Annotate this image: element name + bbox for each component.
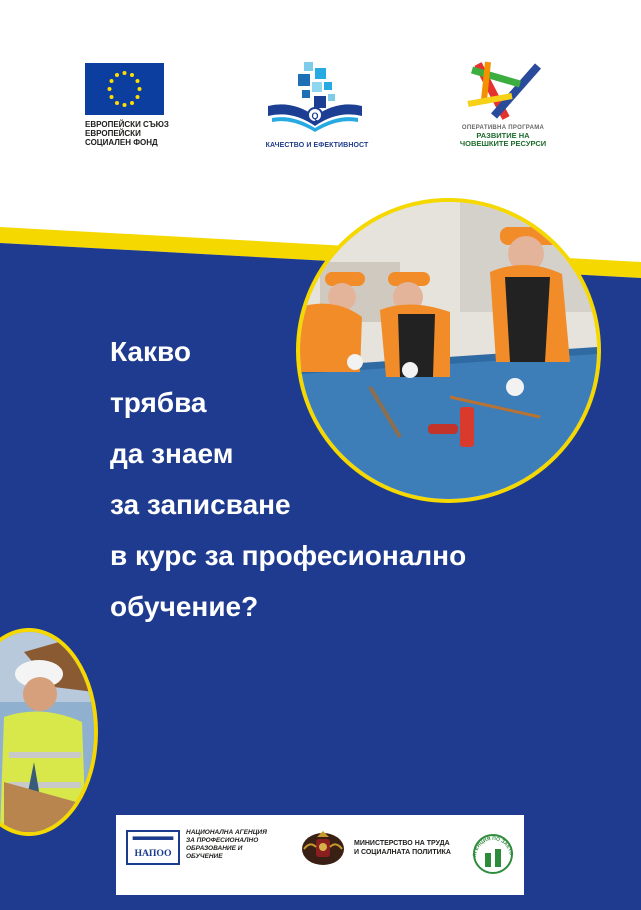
svg-text:Q: Q bbox=[311, 111, 319, 121]
op-line-1: ОПЕРАТИВНА ПРОГРАМА bbox=[461, 125, 545, 131]
agency-arc-text: АГЕНЦИЯ ПО ЗАЕТО bbox=[471, 835, 514, 858]
title-line-3: да знаем bbox=[110, 438, 234, 469]
eu-line-2: ЕВРОПЕЙСКИ bbox=[85, 129, 141, 138]
quality-label: КАЧЕСТВО И ЕФЕКТИВНОСТ bbox=[265, 142, 369, 149]
eu-line-3: СОЦИАЛЕН ФОНД bbox=[85, 138, 158, 147]
construction-worker-illustration bbox=[0, 632, 94, 832]
title-line-5: в курс за професионално bbox=[110, 540, 467, 571]
mlsp-line-1: МИНИСТЕРСТВО НА ТРУДА bbox=[354, 840, 450, 847]
op-logo-text bbox=[448, 124, 558, 148]
eu-logo-text bbox=[85, 120, 205, 147]
cover-title bbox=[110, 326, 580, 632]
op-line-2: РАЗВИТИЕ НА bbox=[476, 131, 530, 140]
footer-logos bbox=[116, 815, 524, 895]
napoo-line-2: ЗА ПРОФЕСИОНАЛНО bbox=[186, 837, 259, 844]
mlsp-text bbox=[354, 839, 484, 857]
header-logos bbox=[0, 0, 641, 215]
mlsp-line-2: И СОЦИАЛНАТА ПОЛИТИКА bbox=[354, 849, 451, 856]
napoo-text bbox=[186, 829, 276, 861]
eu-flag-icon bbox=[85, 63, 164, 115]
op-hrd-icon bbox=[458, 60, 548, 122]
title-line-2: трябва bbox=[110, 387, 207, 418]
quality-book-icon bbox=[262, 60, 368, 150]
title-line-6: обучение? bbox=[110, 591, 259, 622]
napoo-line-4: ОБУЧЕНИЕ bbox=[186, 853, 223, 860]
op-line-3: ЧОВЕШКИТЕ РЕСУРСИ bbox=[459, 139, 547, 148]
napoo-line-3: ОБРАЗОВАНИЕ И bbox=[186, 845, 243, 852]
napoo-abbr: НАПОО bbox=[134, 847, 172, 859]
title-line-1: Какво bbox=[110, 336, 191, 367]
napoo-logo-icon bbox=[126, 830, 180, 865]
employment-agency-icon bbox=[468, 827, 518, 877]
title-line-4: за записване bbox=[110, 489, 291, 520]
napoo-line-1: НАЦИОНАЛНА АГЕНЦИЯ bbox=[186, 829, 267, 836]
eu-line-1: ЕВРОПЕЙСКИ СЪЮЗ bbox=[85, 120, 169, 129]
coat-of-arms-icon bbox=[300, 827, 346, 867]
